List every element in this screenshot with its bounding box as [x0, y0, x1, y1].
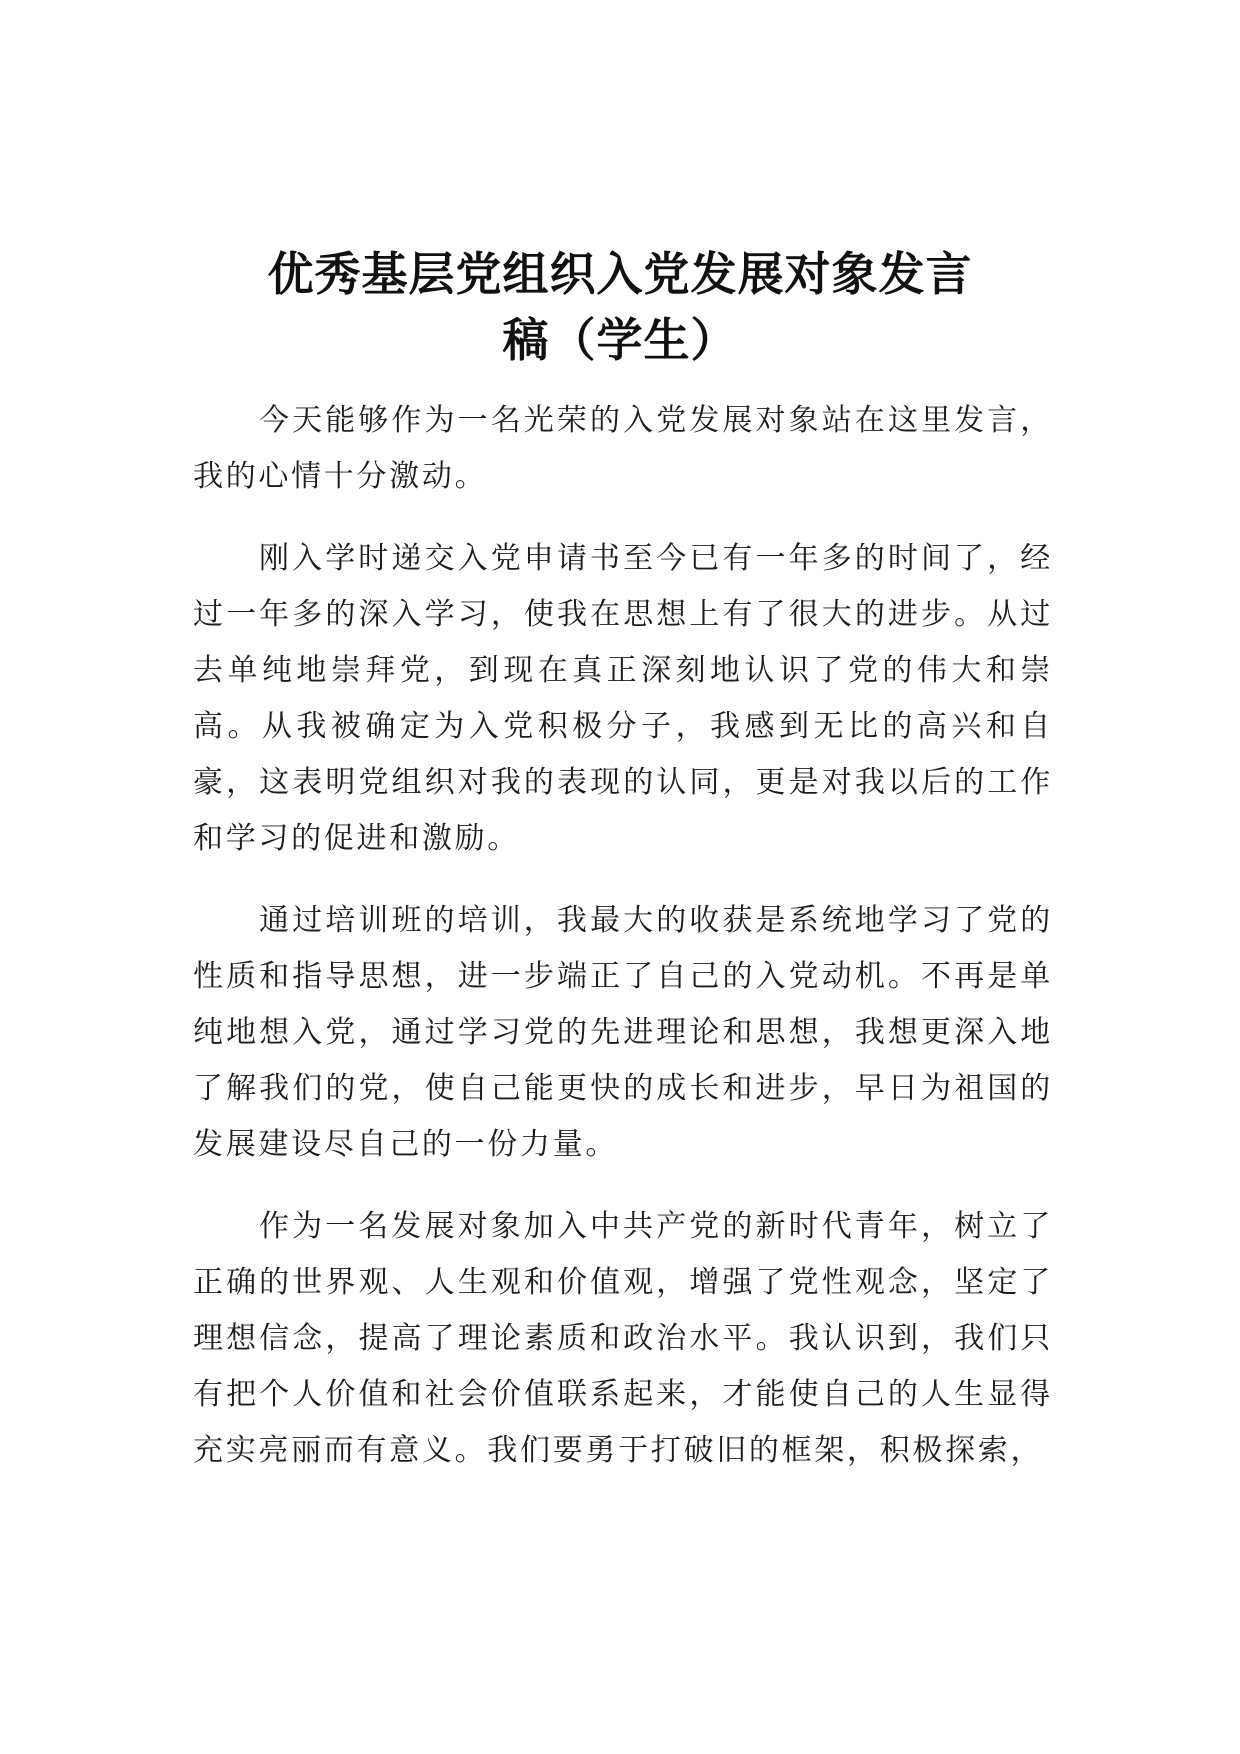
- paragraph-3: 通过培训班的培训，我最大的收获是系统地学习了党的性质和指导思想，进一步端正了自己的入党动机。不再是单纯地想入党，通过学习党的先进理论和思想，我想更深入地了解我们的党，使自己能更快的成长和进步，早日为祖国的发展建设尽自己的一份力量。: [193, 903, 1053, 1162]
- title-line-2: 稿（学生）: [502, 312, 738, 367]
- document-body: [193, 393, 1053, 1505]
- paragraph-4: 作为一名发展对象加入中共产党的新时代青年，树立了正确的世界观、人生观和价值观，增强了党性观念，坚定了理想信念，提高了理论素质和政治水平。我认识到，我们只有把个人价值和社会价值联系起来，才能使自己的人生显得充实亮丽而有意义。我们要勇于打破旧的框架，积极探索，: [193, 1209, 1053, 1468]
- paragraph-2: 刚入学时递交入党申请书至今已有一年多的时间了，经过一年多的深入学习，使我在思想上有了很大的进步。从过去单纯地崇拜党，到现在真正深刻地认识了党的伟大和崇高。从我被确定为入党积极分子，我感到无比的高兴和自豪，这表明党组织对我的表现的认同，更是对我以后的工作和学习的促进和激励。: [193, 541, 1053, 856]
- title-line-1: 优秀基层党组织入党发展对象发言: [267, 246, 973, 301]
- document-title: [0, 241, 1240, 373]
- paragraph-1: 今天能够作为一名光荣的入党发展对象站在这里发言，我的心情十分激动。: [193, 403, 1053, 494]
